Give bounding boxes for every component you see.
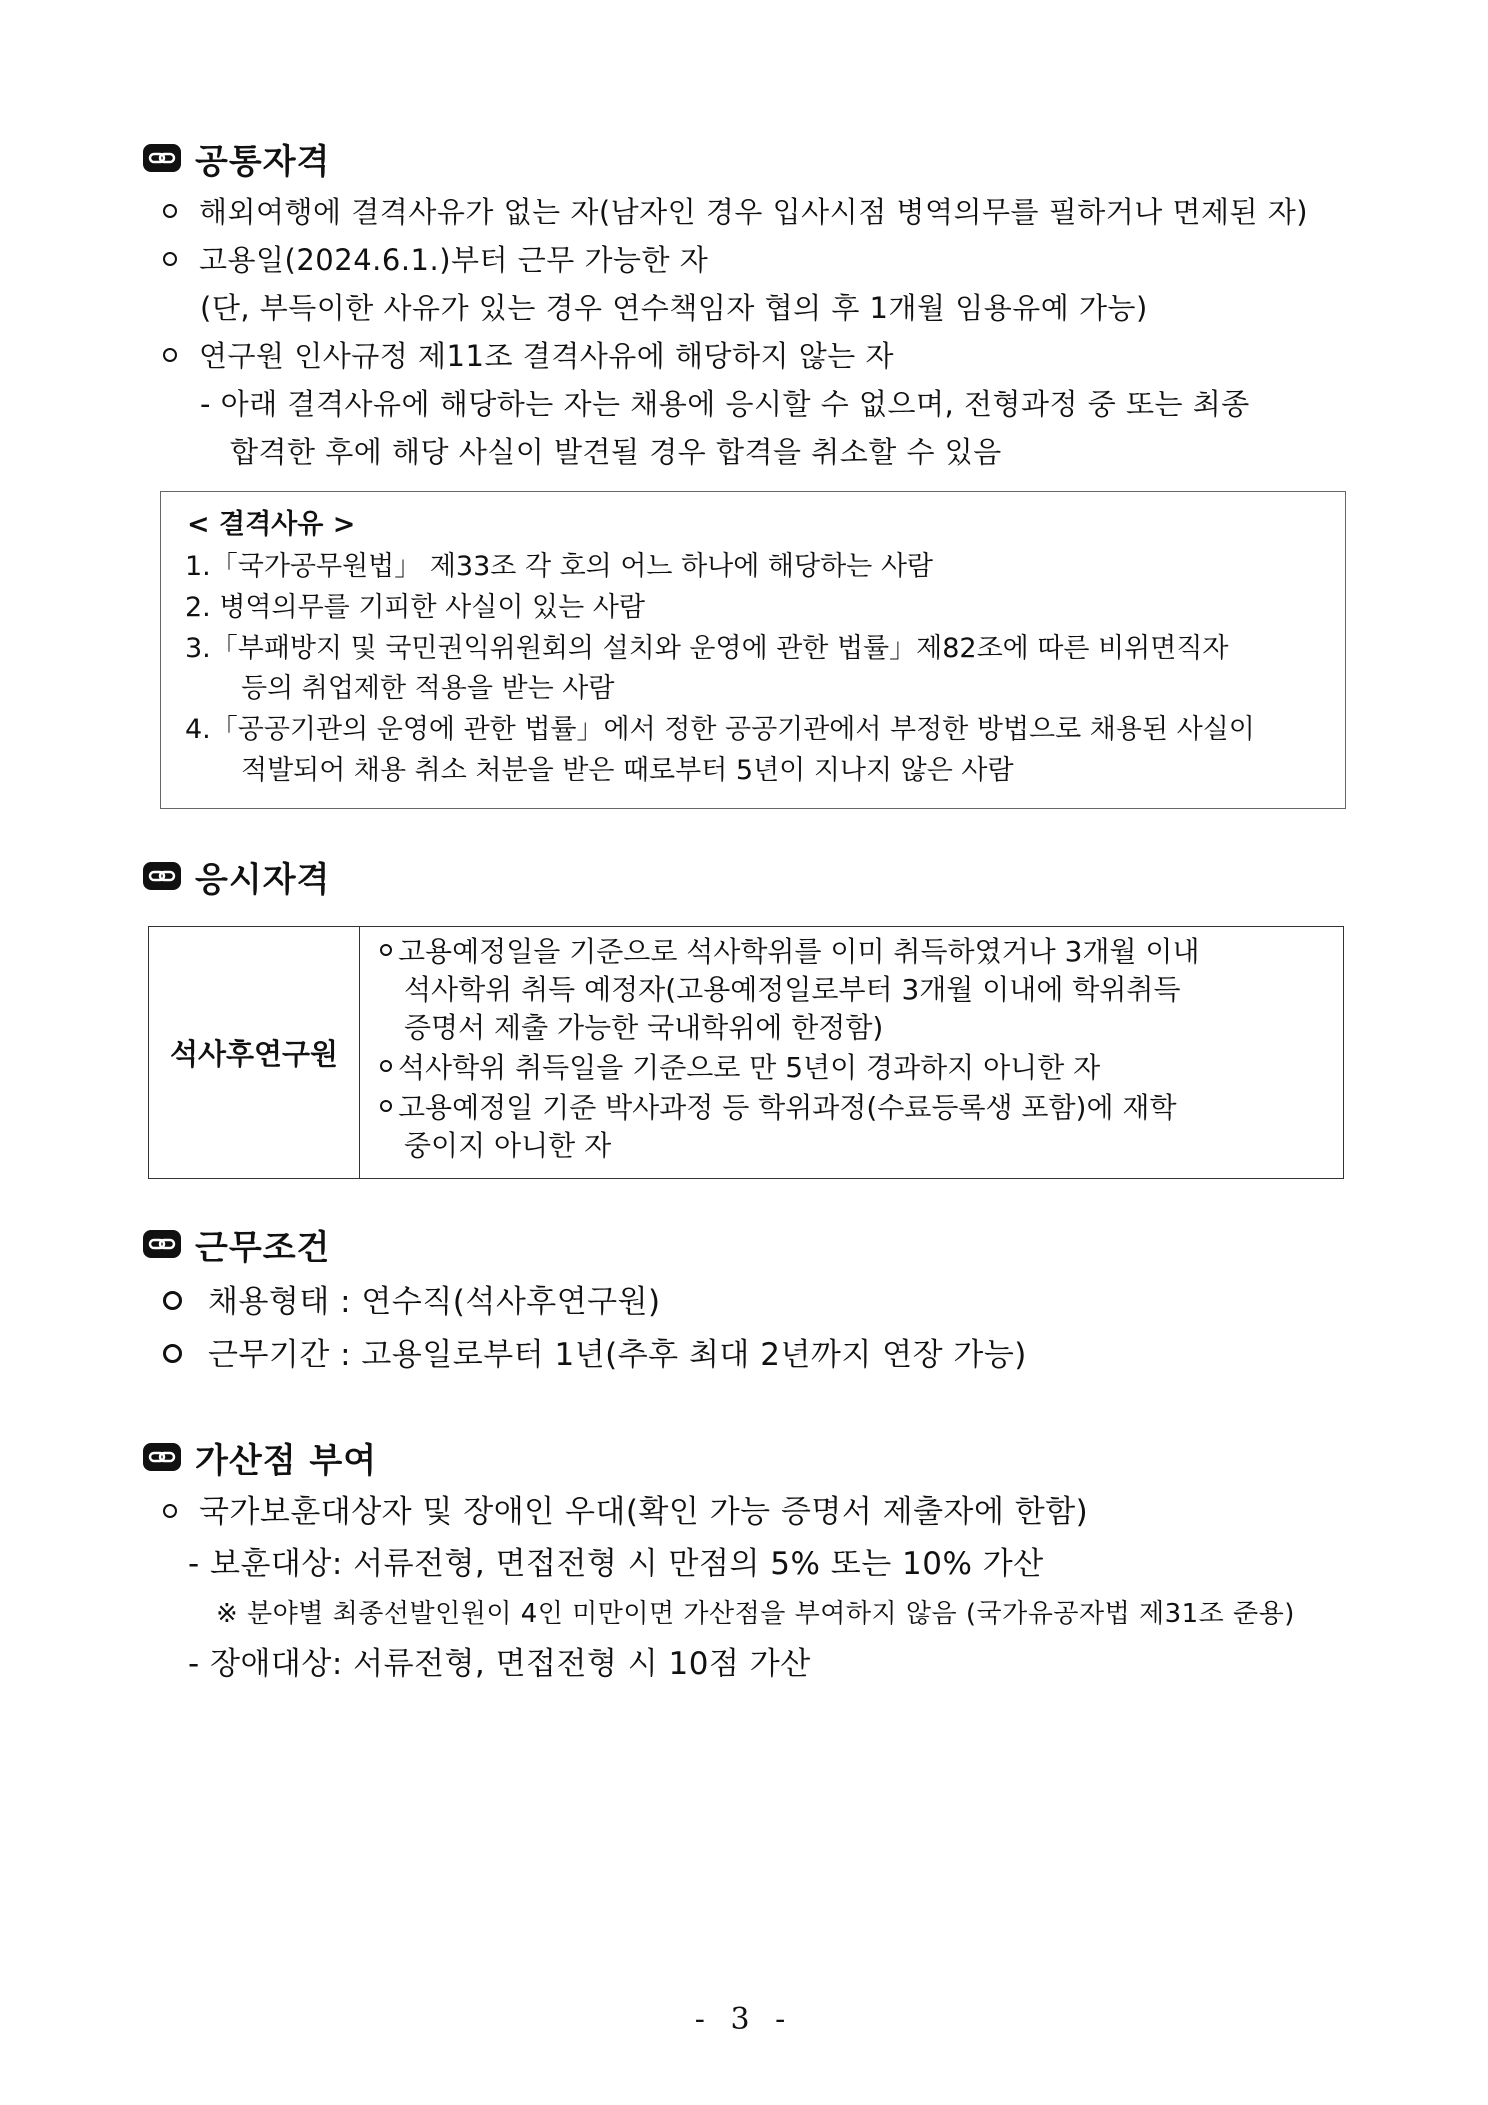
- link-icon: [143, 144, 181, 172]
- reason-item-2: 2. 병역의무를 기피한 사실이 있는 사람: [185, 592, 645, 623]
- circle-bullet-icon: [163, 1291, 182, 1310]
- qualification-line-6: 중이지 아니한 자: [404, 1129, 612, 1162]
- bonus-item-1: 국가보훈대상자 및 장애인 우대(확인 가능 증명서 제출자에 한함): [163, 1492, 1088, 1532]
- reason-item-1: 1.「국가공무원법」 제33조 각 호의 어느 하나에 해당하는 사람: [185, 551, 933, 582]
- box-title: < 결격사유 >: [187, 509, 356, 540]
- section-heading-conditions: [143, 1222, 330, 1266]
- circle-bullet-icon: [380, 1100, 392, 1112]
- qualification-line-3: 증명서 제출 가능한 국내학위에 한정함): [404, 1011, 884, 1044]
- common-item-2: 고용일(2024.6.1.)부터 근무 가능한 자: [163, 240, 708, 280]
- section-heading-bonus: [143, 1435, 377, 1479]
- section-title: 가산점 부여: [195, 1440, 378, 1481]
- circle-bullet-icon: [163, 204, 177, 218]
- conditions-item-1: 채용형태 : 연수직(석사후연구원): [163, 1282, 661, 1322]
- link-icon: [143, 862, 181, 890]
- common-item-2-note: (단, 부득이한 사유가 있는 경우 연수책임자 협의 후 1개월 임용유예 가능): [200, 291, 1148, 325]
- link-icon: [143, 1443, 181, 1471]
- common-item-1: 해외여행에 결격사유가 없는 자(남자인 경우 입사시점 병역의무를 필하거나 면제된 자): [163, 192, 1308, 232]
- qualification-label: 석사후연구원: [149, 927, 360, 1178]
- reason-item-3: 3.「부패방지 및 국민권익위원회의 설치와 운영에 관한 법률」제82조에 따른 비위면직자: [185, 633, 1229, 664]
- section-title: 공통자격: [195, 141, 331, 182]
- reason-item-4: 4.「공공기관의 운영에 관한 법률」에서 정한 공공기관에서 부정한 방법으로 채용된 사실이: [185, 714, 1255, 745]
- circle-bullet-icon: [380, 944, 392, 956]
- circle-bullet-icon: [163, 252, 177, 266]
- common-item-3-sub-cont: 합격한 후에 해당 사실이 발견될 경우 합격을 취소할 수 있음: [230, 435, 1002, 469]
- qualification-table: [148, 926, 1344, 1179]
- circle-bullet-icon: [163, 1344, 182, 1363]
- common-item-3-sub: - 아래 결격사유에 해당하는 자는 채용에 응시할 수 없으며, 전형과정 중 또는 최종: [200, 387, 1250, 421]
- conditions-item-2: 근무기간 : 고용일로부터 1년(추후 최대 2년까지 연장 가능): [163, 1335, 1027, 1375]
- section-heading-common: [143, 136, 330, 180]
- qualification-body: [360, 927, 1343, 1178]
- circle-bullet-icon: [163, 348, 177, 362]
- common-item-3: 연구원 인사규정 제11조 결격사유에 해당하지 않는 자: [163, 336, 894, 376]
- page-number: - 3 -: [694, 2002, 794, 2037]
- circle-bullet-icon: [380, 1060, 392, 1072]
- bonus-item-1-sub-2: - 장애대상: 서류전형, 면접전형 시 10점 가산: [188, 1646, 811, 1682]
- section-title: 응시자격: [195, 859, 331, 900]
- circle-bullet-icon: [163, 1504, 177, 1518]
- section-heading-qualification: [143, 854, 330, 898]
- reason-item-4-cont: 적발되어 채용 취소 처분을 받은 때로부터 5년이 지나지 않은 사람: [241, 755, 1014, 786]
- qualification-line-2: 석사학위 취득 예정자(고용예정일로부터 3개월 이내에 학위취득: [404, 973, 1181, 1006]
- bonus-item-1-sub-1: - 보훈대상: 서류전형, 면접전형 시 만점의 5% 또는 10% 가산: [188, 1546, 1044, 1582]
- link-icon: [143, 1230, 181, 1258]
- qualification-line-5: 고용예정일 기준 박사과정 등 학위과정(수료등록생 포함)에 재학: [380, 1089, 1177, 1127]
- bonus-item-1-note: ※ 분야별 최종선발인원이 4인 미만이면 가산점을 부여하지 않음 (국가유공자법 제31조 준용): [216, 1599, 1295, 1629]
- disqualification-box: [160, 491, 1346, 809]
- reason-item-3-cont: 등의 취업제한 적용을 받는 사람: [241, 673, 615, 704]
- qualification-line-4: 석사학위 취득일을 기준으로 만 5년이 경과하지 아니한 자: [380, 1049, 1100, 1087]
- section-title: 근무조건: [195, 1227, 331, 1268]
- qualification-line-1: 고용예정일을 기준으로 석사학위를 이미 취득하였거나 3개월 이내: [380, 933, 1200, 971]
